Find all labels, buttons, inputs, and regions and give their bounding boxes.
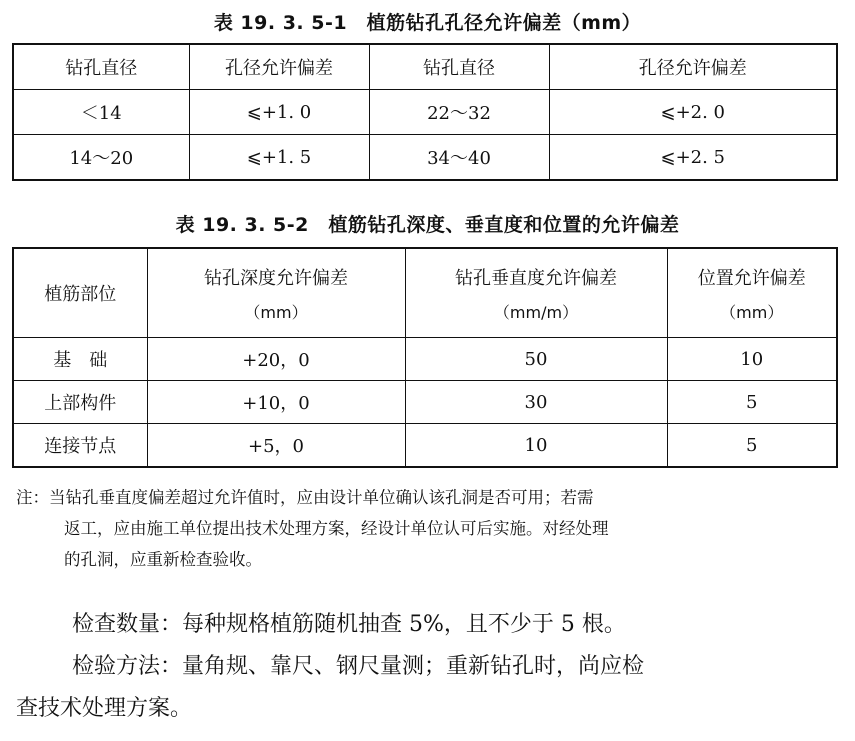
- table-row: [13, 135, 837, 181]
- table-cell: 10: [667, 338, 837, 381]
- table-header-cell: [667, 248, 837, 338]
- drill-diameter-tolerance-table: [12, 43, 838, 181]
- table-cell: +10，0: [147, 381, 405, 424]
- table-cell: ＜14: [13, 90, 189, 135]
- header-unit: （mm）: [720, 302, 784, 322]
- table-cell: ⩽+1. 0: [189, 90, 369, 135]
- table-row: [13, 381, 837, 424]
- table-row: [13, 338, 837, 381]
- table-cell: 50: [405, 338, 667, 381]
- note-line: 的孔洞，应重新检查验收。: [64, 550, 262, 569]
- header-label: 位置允许偏差: [697, 267, 806, 289]
- table2-caption: 表 19. 3. 5-2 植筋钻孔深度、垂直度和位置的允许偏差: [175, 214, 680, 236]
- inspection-method-line: 查技术处理方案。: [16, 696, 193, 721]
- header-label: 钻孔深度允许偏差: [204, 267, 348, 289]
- table1-caption: 表 19. 3. 5-1 植筋钻孔孔径允许偏差（mm）: [213, 12, 642, 34]
- table-cell: ⩽+2. 5: [549, 135, 837, 181]
- note-line: 返工，应由施工单位提出技术处理方案，经设计单位认可后实施。对经处理: [64, 519, 609, 538]
- table-cell: +20，0: [147, 338, 405, 381]
- table-row: [13, 90, 837, 135]
- inspection-quantity: 检查数量：每种规格植筋随机抽查 5%，且不少于 5 根。: [72, 612, 626, 637]
- table-header-cell: [147, 248, 405, 338]
- table-cell: ⩽+2. 0: [549, 90, 837, 135]
- body-text: [16, 604, 842, 730]
- table-cell: 22～32: [369, 90, 549, 135]
- table-header-cell: 孔径允许偏差: [189, 44, 369, 90]
- table-cell: +5，0: [147, 424, 405, 468]
- table-header-row: [13, 248, 837, 338]
- drill-depth-verticality-position-tolerance-table: [12, 247, 838, 468]
- table-cell: 14～20: [13, 135, 189, 181]
- table-header-cell: 孔径允许偏差: [549, 44, 837, 90]
- table-cell: 上部构件: [13, 381, 147, 424]
- table-note: [16, 482, 842, 575]
- table-header-cell: 钻孔直径: [369, 44, 549, 90]
- table-header-cell: 钻孔直径: [13, 44, 189, 90]
- table-row: [13, 424, 837, 468]
- inspection-method-line: 检验方法：量角规、靠尺、钢尺量测；重新钻孔时，尚应检: [72, 654, 645, 679]
- header-label: 植筋部位: [44, 284, 117, 305]
- table-cell: ⩽+1. 5: [189, 135, 369, 181]
- table-cell: 34～40: [369, 135, 549, 181]
- table-cell: 连接节点: [13, 424, 147, 468]
- table-header-row: [13, 44, 837, 90]
- header-unit: （mm）: [244, 302, 308, 322]
- note-line: 注：当钻孔垂直度偏差超过允许值时，应由设计单位确认该孔洞是否可用；若需: [16, 488, 594, 507]
- header-label: 钻孔垂直度允许偏差: [455, 267, 617, 289]
- table-cell: 5: [667, 381, 837, 424]
- table-cell: 5: [667, 424, 837, 468]
- table-header-cell: [405, 248, 667, 338]
- table-cell: 10: [405, 424, 667, 468]
- header-unit: （mm/m）: [493, 302, 579, 322]
- table-cell: 基 础: [13, 338, 147, 381]
- table-cell: 30: [405, 381, 667, 424]
- table-header-cell: [13, 248, 147, 338]
